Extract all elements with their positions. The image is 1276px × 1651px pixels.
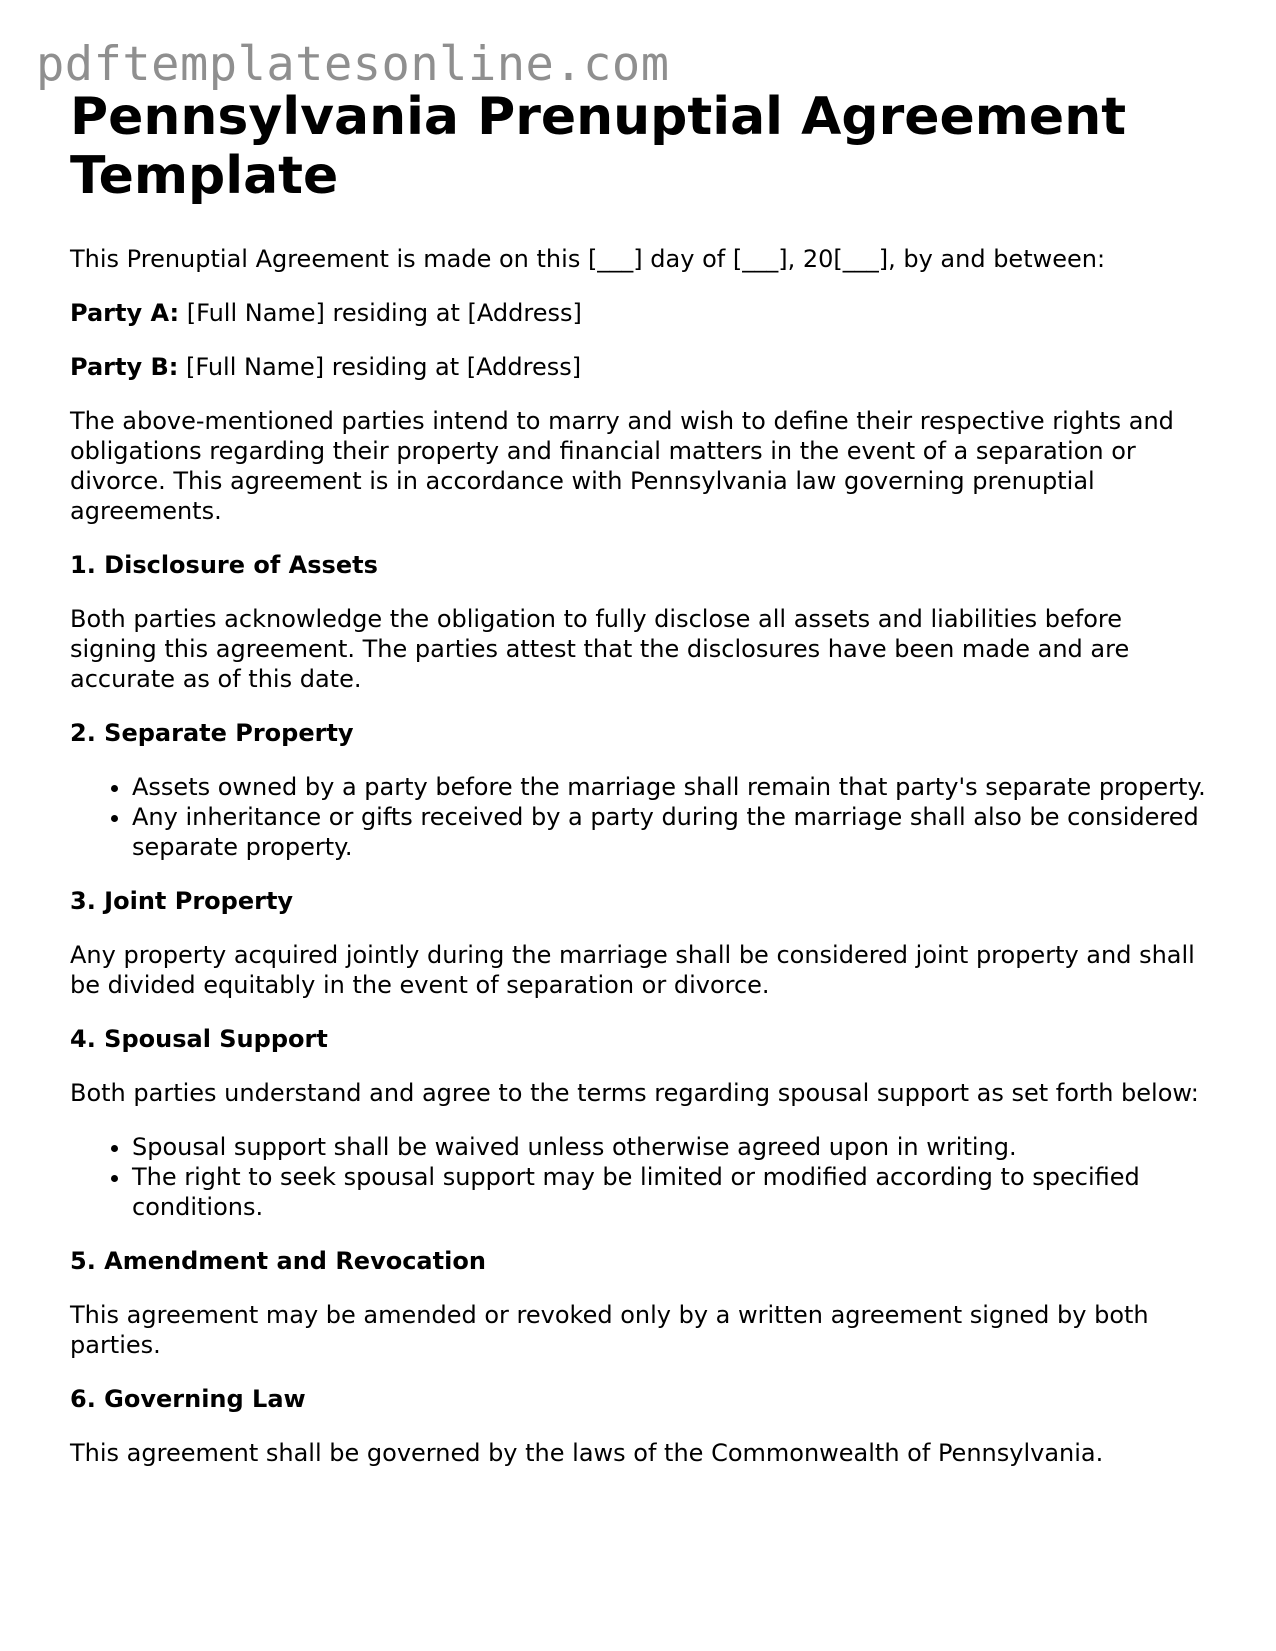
watermark: pdftemplatesonline.com xyxy=(36,37,670,92)
page-title: Pennsylvania Prenuptial Agreement Template xyxy=(70,87,1127,206)
intro-paragraph: This Prenuptial Agreement is made on this [___] day of [___], 20[___], by and between: xyxy=(70,245,1106,273)
list-item: • Spousal support shall be waived unless otherwise agreed upon in writing. xyxy=(132,1132,1210,1162)
preamble-paragraph: The above-mentioned parties intend to marry and wish to define their respective rights and obligations regarding their property and financial matters in the event of a separation or divorce. This agreement is in accordance with Pennsylvania law governing prenuptial agreements. xyxy=(70,407,1174,525)
section-5-body: This agreement may be amended or revoked only by a written agreement signed by both parties. xyxy=(70,1301,1149,1359)
party-b-text: [Full Name] residing at [Address] xyxy=(178,353,582,381)
section-5-heading: 5. Amendment and Revocation xyxy=(70,1247,486,1275)
section-3-body: Any property acquired jointly during the marriage shall be considered joint property and shall be divided equitably in the event of separation or divorce. xyxy=(70,941,1195,999)
section-2-list xyxy=(70,772,1210,862)
list-item: • Any inheritance or gifts received by a party during the marriage shall also be considered separate property. xyxy=(132,802,1210,862)
party-a-label: Party A: xyxy=(70,299,180,327)
section-2-heading: 2. Separate Property xyxy=(70,719,354,747)
section-6-heading: 6. Governing Law xyxy=(70,1385,306,1413)
section-1-body: Both parties acknowledge the obligation to fully disclose all assets and liabilities before signing this agreement. The parties attest that the disclosures have been made and are accurate as of this date. xyxy=(70,605,1130,693)
section-4-list xyxy=(70,1132,1210,1222)
document-body xyxy=(70,88,1210,1468)
section-4-body: Both parties understand and agree to the terms regarding spousal support as set forth below: xyxy=(70,1079,1199,1107)
party-b-label: Party B: xyxy=(70,353,179,381)
party-a-text: [Full Name] residing at [Address] xyxy=(179,299,582,327)
section-4-heading: 4. Spousal Support xyxy=(70,1025,328,1053)
list-item: • The right to seek spousal support may be limited or modified according to specified conditions. xyxy=(132,1162,1210,1222)
party-b xyxy=(70,352,1210,382)
section-3-heading: 3. Joint Property xyxy=(70,887,294,915)
section-6-body: This agreement shall be governed by the laws of the Commonwealth of Pennsylvania. xyxy=(70,1439,1104,1467)
section-1-heading: 1. Disclosure of Assets xyxy=(70,551,378,579)
party-a xyxy=(70,298,1210,328)
list-item: • Assets owned by a party before the marriage shall remain that party's separate property. xyxy=(132,772,1210,802)
